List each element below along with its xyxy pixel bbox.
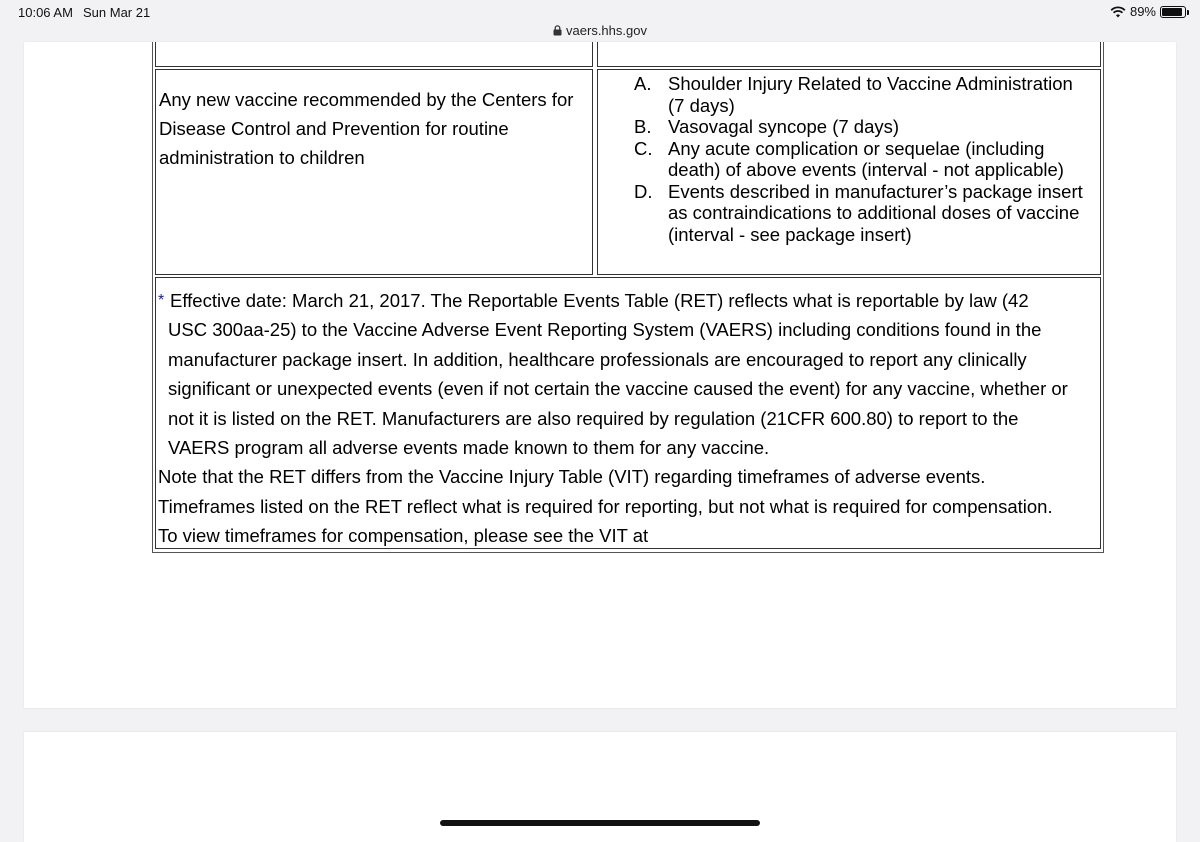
battery-percent: 89% — [1129, 4, 1156, 19]
address-bar[interactable] — [0, 18, 1200, 42]
text-line: (interval - see package insert) — [668, 223, 912, 245]
text-line: death) of above events (interval - not applicable) — [668, 159, 1064, 180]
table-cell-previous-right — [597, 42, 1101, 67]
text-line: not it is listed on the RET. Manufacturers are also required by regulation (21CFR 600.80) to report to the — [168, 407, 1019, 429]
event-item-d — [598, 181, 1098, 246]
reportable-events-table — [152, 42, 1104, 553]
text-line: Effective date: March 21, 2017. The Reportable Events Table (RET) reflects what is reportable by law (42 — [170, 290, 1029, 311]
event-item-c — [598, 138, 1098, 181]
list-marker: D. — [634, 180, 653, 202]
text-line: as contraindications to additional doses of vaccine — [668, 202, 1080, 223]
text-line: Note that the RET differs from the Vaccine Injury Table (VIT) regarding timeframes of adverse events. — [158, 466, 986, 488]
text-line: manufacturer package insert. In addition, healthcare professionals are encouraged to report any clinically — [168, 348, 1027, 370]
footnote-asterisk: * — [158, 292, 165, 309]
text-line: Any acute complication or sequelae (including — [668, 137, 1045, 159]
adverse-events-cell — [597, 69, 1101, 275]
text-line: Events described in manufacturer’s package insert — [668, 180, 1083, 202]
text-line: administration to children — [159, 147, 365, 168]
footnote-text — [158, 286, 1098, 551]
text-line: Vasovagal syncope (7 days) — [668, 116, 900, 137]
list-marker: B. — [634, 116, 652, 137]
battery-fill — [1162, 8, 1182, 16]
text-line: To view timeframes for compensation, please see the VIT at — [158, 525, 649, 547]
url-text[interactable]: vaers.hhs.gov — [566, 22, 647, 38]
status-time: 10:06 AM — [18, 5, 73, 20]
list-marker: A. — [634, 73, 652, 94]
status-indicators — [1110, 4, 1186, 19]
vaccine-cell — [155, 69, 593, 275]
text-line: Disease Control and Prevention for routine — [159, 118, 509, 139]
text-line: USC 300aa-25) to the Vaccine Adverse Event Reporting System (VAERS) including conditions found in the — [168, 319, 1042, 341]
list-marker: C. — [634, 137, 653, 159]
event-item-a — [598, 73, 1098, 116]
web-page — [24, 42, 1176, 708]
event-item-b — [598, 116, 1098, 138]
wifi-icon — [1110, 6, 1126, 18]
text-line: significant or unexpected events (even if not certain the vaccine caused the event) for any vaccine, whether or — [168, 378, 1068, 400]
text-line: Shoulder Injury Related to Vaccine Administration — [668, 73, 1073, 94]
text-line: (7 days) — [668, 94, 735, 116]
effective-date-paragraph — [158, 286, 1098, 462]
lock-icon — [553, 25, 562, 36]
footnote-cell — [155, 277, 1101, 549]
text-line: Timeframes listed on the RET reflect what is required for reporting, but not what is required for compensation. — [158, 495, 1053, 517]
home-indicator[interactable] — [440, 820, 760, 826]
timeframe-note-paragraph — [158, 462, 1098, 550]
text-line: Any new vaccine recommended by the Centers for — [159, 89, 574, 110]
text-line: VAERS program all adverse events made known to them for any vaccine. — [168, 437, 770, 459]
status-date: Sun Mar 21 — [83, 5, 151, 20]
table-cell-previous-left — [155, 42, 593, 67]
adverse-events-list — [598, 73, 1098, 245]
vaccine-description — [159, 85, 589, 172]
battery-icon — [1160, 6, 1186, 18]
